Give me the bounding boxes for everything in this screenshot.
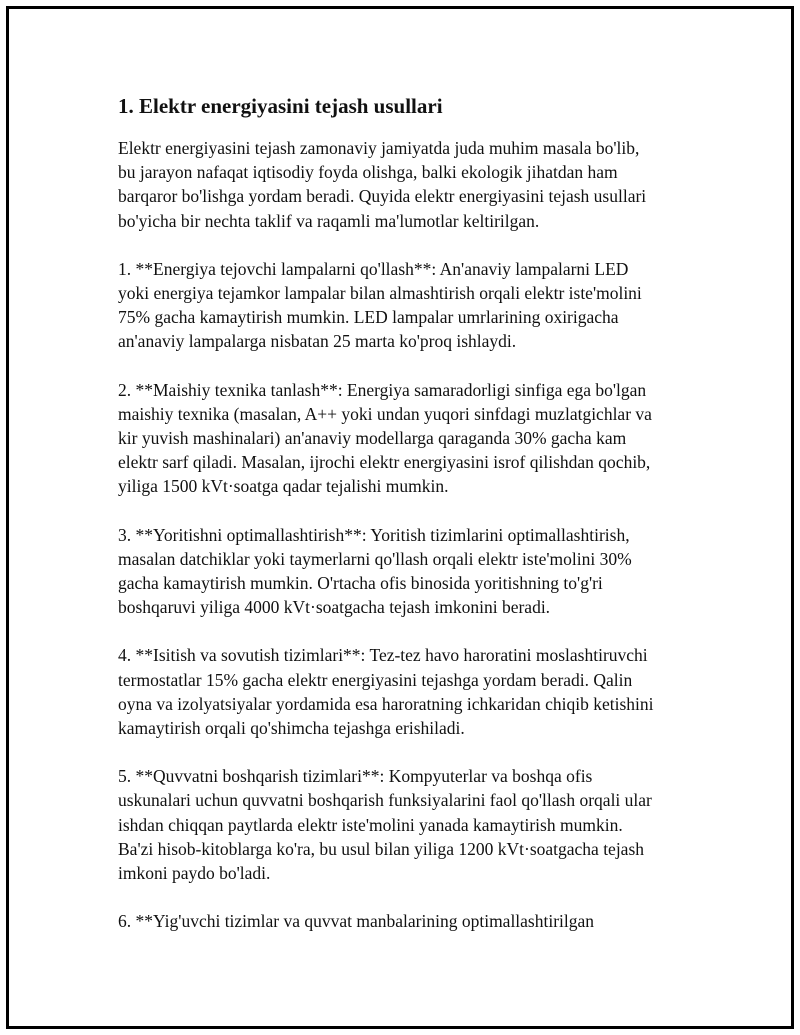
- paragraph-line: Elektr energiyasini tejash zamonaviy jamiyatda juda muhim masala bo'lib,: [118, 138, 640, 158]
- paragraph-line: masalan datchiklar yoki taymerlarni qo'llash orqali elektr iste'molini 30%: [118, 548, 632, 569]
- paragraph-line: kamaytirish orqali qo'shimcha tejashga erishiladi.: [118, 718, 465, 739]
- list-item-5: [118, 764, 708, 885]
- page-frame: [6, 6, 794, 1029]
- paragraph-line: kir yuvish mashinalari) an'anaviy modellarga qaraganda 30% gacha kam: [118, 428, 627, 449]
- paragraph-line: elektr sarf qiladi. Masalan, ijrochi elektr energiyasini isrof qilishdan qochib,: [118, 452, 651, 473]
- paragraph-line: maishiy texnika (masalan, A++ yoki undan yuqori sinfdagi muzlatgichlar va: [118, 403, 652, 424]
- list-item-2: [118, 378, 708, 499]
- document-title: 1. Elektr energiyasini tejash usullari: [118, 94, 443, 118]
- paragraph-line: ishdan chiqqan paytlarda elektr iste'molini yanada kamaytirish mumkin.: [118, 814, 623, 835]
- intro-paragraph: [118, 136, 708, 233]
- paragraph-line: barqaror bo'lishga yordam beradi. Quyida elektr energiyasini tejash usullari: [118, 186, 647, 207]
- paragraph-line: 1. **Energiya tejovchi lampalarni qo'llash**: An'anaviy lampalarni LED: [118, 258, 629, 279]
- paragraph-line: 6. **Yig'uvchi tizimlar va quvvat manbalarining optimallashtirilgan: [118, 911, 595, 932]
- paragraph-line: termostatlar 15% gacha elektr energiyasini tejashga yordam beradi. Qalin: [118, 669, 633, 690]
- paragraph-line: yiliga 1500 kVt·soatga qadar tejalishi mumkin.: [118, 476, 449, 497]
- paragraph-line: 5. **Quvvatni boshqarish tizimlari**: Kompyuterlar va boshqa ofis: [118, 766, 593, 787]
- list-item-3: [118, 523, 708, 620]
- paragraph-line: 75% gacha kamaytirish mumkin. LED lampalar umrlarining oxirigacha: [118, 307, 619, 328]
- list-item-1: [118, 257, 708, 354]
- paragraph-line: bu jarayon nafaqat iqtisodiy foyda olishga, balki ekologik jihatdan ham: [118, 162, 618, 183]
- paragraph-line: bo'yicha bir nechta taklif va raqamli ma'lumotlar keltirilgan.: [118, 210, 540, 231]
- list-item-4: [118, 643, 708, 740]
- paragraph-line: 3. **Yoritishni optimallashtirish**: Yoritish tizimlarini optimallashtirish,: [118, 524, 630, 545]
- paragraph-line: yoki energiya tejamkor lampalar bilan almashtirish orqali elektr iste'molini: [118, 283, 642, 304]
- paragraph-line: oyna va izolyatsiyalar yordamida esa haroratning ichkaridan chiqib ketishini: [118, 693, 654, 714]
- document-body: [118, 91, 708, 957]
- paragraph-line: 4. **Isitish va sovutish tizimlari**: Tez-tez havo haroratini moslashtiruvchi: [118, 645, 648, 666]
- paragraph-line: imkoni paydo bo'ladi.: [118, 863, 271, 884]
- paragraph-line: Ba'zi hisob-kitoblarga ko'ra, bu usul bilan yiliga 1200 kVt·soatgacha tejash: [118, 838, 645, 859]
- paragraph-line: gacha kamaytirish mumkin. O'rtacha ofis binosida yoritishning to'g'ri: [118, 573, 603, 594]
- paragraph-line: 2. **Maishiy texnika tanlash**: Energiya samaradorligi sinfiga ega bo'lgan: [118, 379, 647, 400]
- paragraph-line: an'anaviy lampalarga nisbatan 25 marta ko'proq ishlaydi.: [118, 331, 517, 352]
- paragraph-line: uskunalari uchun quvvatni boshqarish funksiyalarini faol qo'llash orqali ular: [118, 790, 652, 811]
- list-item-6: [118, 909, 708, 933]
- paragraph-line: boshqaruvi yiliga 4000 kVt·soatgacha tejash imkonini beradi.: [118, 597, 551, 618]
